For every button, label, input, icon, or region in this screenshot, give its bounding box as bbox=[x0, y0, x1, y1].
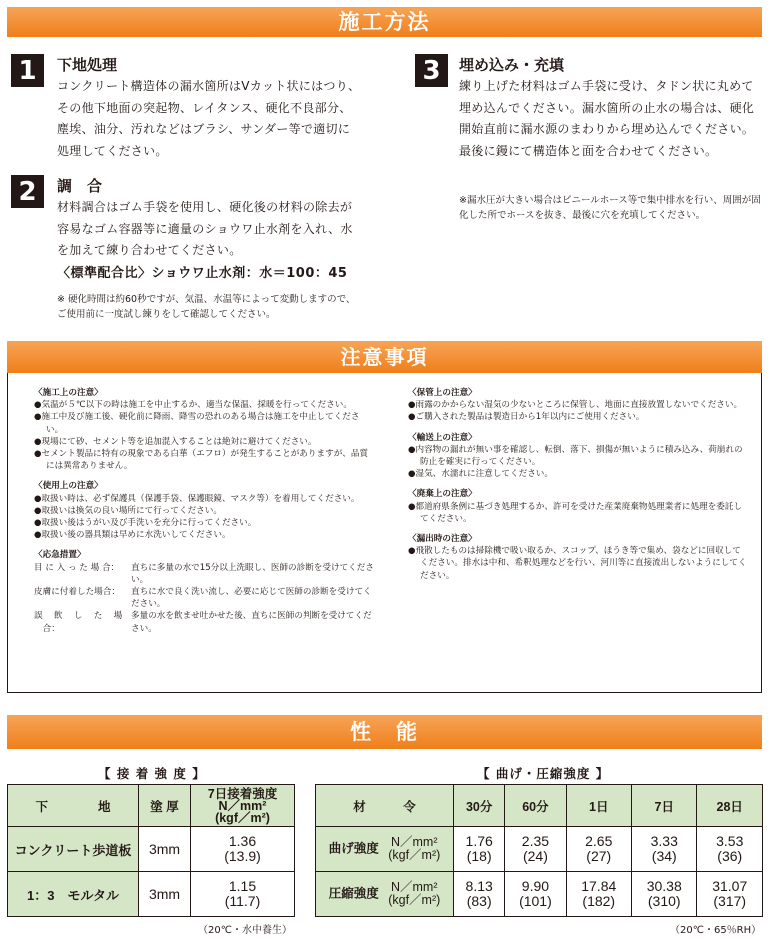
table-cell bbox=[566, 827, 631, 872]
column-header-age-2: 60分 bbox=[505, 785, 566, 827]
row-header: コンクリート歩道板 bbox=[8, 827, 139, 872]
list-item: ●気温が５℃以下の時は施工を中止するか、適当な保温、採暖を行ってください。 bbox=[34, 400, 352, 411]
column-header-age-1: 30分 bbox=[454, 785, 505, 827]
first-aid-action: 多量の水を飲ませ吐かせた後、直ちに医師の判断を受けてください。 bbox=[131, 611, 372, 634]
table-row bbox=[8, 827, 295, 872]
storage-caution-heading: 〈保管上の注意〉 bbox=[408, 388, 477, 398]
adhesion-condition: （20℃・水中養生） bbox=[198, 925, 292, 936]
unit-label: N／mm² bbox=[390, 835, 438, 849]
cell-value: 9.90 bbox=[521, 878, 550, 894]
cell-value: 2.35 bbox=[521, 833, 550, 849]
cell-subvalue: (36) bbox=[717, 848, 743, 864]
row-header bbox=[316, 872, 454, 917]
step-1-body: コンクリート構造体の漏水箇所はVカット状にはつり、その他下地面の突起物、レイタンス、硬化不良部分、塵埃、油分、汚れなどはブラシ、サンダー等で適切に処理してください。 bbox=[57, 79, 361, 158]
adhesion-table-title: 【 接 着 強 度 】 bbox=[98, 766, 206, 781]
step-1-title: 下地処理 bbox=[57, 56, 118, 74]
transport-caution-heading: 〈輸送上の注意〉 bbox=[408, 432, 477, 443]
table-row bbox=[8, 872, 295, 917]
first-aid-row bbox=[34, 610, 374, 634]
list-item: ●ご購入された製品は製造日から1年以内にご使用ください。 bbox=[408, 412, 645, 423]
table-row bbox=[316, 872, 763, 917]
row-label: 圧縮強度 bbox=[328, 886, 379, 901]
caution-right-column bbox=[408, 387, 748, 582]
table-cell: 3mm bbox=[139, 872, 191, 917]
table-cell bbox=[454, 872, 505, 917]
cell-value: 3.53 bbox=[716, 833, 744, 849]
list-item: ●雨露のかからない湿気の少ないところに保管し、地面に直接放置しないでください。 bbox=[408, 400, 743, 411]
adhesion-header-label: 7日接着強度 bbox=[207, 786, 278, 801]
unit-label-kgf: (kgf／m²) bbox=[388, 893, 441, 907]
list-item: ●施工中及び施工後、硬化前に降雨、降雪の恐れのある場合は施工を中止してください。 bbox=[34, 412, 360, 435]
cell-subvalue: (34) bbox=[651, 848, 677, 864]
caution-panel bbox=[7, 341, 762, 693]
cell-subvalue: (310) bbox=[647, 893, 681, 909]
table-cell bbox=[566, 872, 631, 917]
row-header: 1：3 モルタル bbox=[8, 872, 139, 917]
first-aid-heading: 〈応急措置〉 bbox=[34, 550, 86, 561]
list-item: ●取扱い後の器具類は早めに水洗いしてください。 bbox=[34, 530, 231, 541]
column-header-age: 材 令 bbox=[316, 785, 454, 827]
caution-banner: 注意事項 bbox=[7, 341, 762, 373]
list-item: ●現場にて砂、セメント等を追加混入することは絶対に避けてください。 bbox=[34, 436, 317, 447]
usage-caution-heading: 〈使用上の注意〉 bbox=[34, 481, 103, 492]
cell-subvalue: (27) bbox=[586, 848, 612, 864]
cell-subvalue: (101) bbox=[519, 893, 552, 909]
first-aid-case: 目 に 入 っ た 場 合： bbox=[34, 562, 120, 573]
caution-left-column bbox=[34, 387, 374, 635]
cell-value: 8.13 bbox=[465, 878, 493, 894]
table-cell bbox=[632, 827, 697, 872]
table-cell bbox=[191, 872, 295, 917]
table-cell bbox=[505, 872, 566, 917]
list-item: ●取扱い後はうがい及び手洗いを充分に行ってください。 bbox=[34, 518, 257, 529]
unit-label-kgf: (kgf／m²) bbox=[388, 848, 441, 862]
cell-subvalue: (182) bbox=[582, 893, 616, 909]
table-cell bbox=[505, 827, 566, 872]
cell-subvalue: (13.9) bbox=[224, 848, 261, 864]
strength-table bbox=[315, 784, 763, 917]
cell-value: 2.65 bbox=[585, 833, 613, 849]
step-2-note: ※ 硬化時間は約60秒ですが、気温、水温等によって変動しますので、ご使用前に一度試し練りをして確認してください。 bbox=[57, 294, 356, 320]
cell-value: 30.38 bbox=[646, 878, 682, 894]
step-number-2: 2 bbox=[11, 175, 44, 208]
step-3-title: 埋め込み・充填 bbox=[459, 56, 565, 74]
table-cell bbox=[697, 872, 763, 917]
cell-value: 3.33 bbox=[650, 833, 678, 849]
list-item: ●セメント製品に特有の現象である白華（エフロ）が発生することがありますが、品質には異常ありません。 bbox=[34, 449, 369, 472]
strength-condition: （20℃・65％RH） bbox=[670, 925, 762, 936]
standard-ratio: 〈標準配合比〉ショウワ止水剤：水＝100：45 bbox=[57, 266, 348, 281]
cell-value: 17.84 bbox=[581, 878, 617, 894]
cell-value: 1.15 bbox=[228, 878, 257, 894]
unit-block bbox=[388, 881, 440, 907]
step-2-body: 材料調合はゴム手袋を使用し、硬化後の材料の除去が容易なゴム容器等に適量のショウワ止水剤を入れ、水を加えて練り合わせてください。 bbox=[57, 200, 353, 257]
unit-label-kgf: (kgf／m²) bbox=[215, 810, 270, 825]
cell-subvalue: (83) bbox=[466, 893, 492, 909]
list-item: ●飛散したものは掃除機で吸い取るか、スコップ、ほうき等で集め、袋などに回収してください。排水は中和、希釈処理などを行い、河川等に直接流出しないようにしてください。 bbox=[408, 546, 747, 581]
row-header bbox=[316, 827, 454, 872]
column-header-adhesion bbox=[191, 785, 295, 827]
unit-label: N／mm² bbox=[218, 798, 267, 813]
list-item: ●湿気、水濡れに注意してください。 bbox=[408, 469, 553, 480]
list-item: ●都道府県条例に基づき処理するか、許可を受けた産業廃棄物処理業者に処理を委託してください。 bbox=[408, 501, 743, 524]
unit-label: N／mm² bbox=[390, 880, 438, 894]
column-header-thickness: 塗 厚 bbox=[139, 785, 191, 827]
step-2-title: 調 合 bbox=[57, 177, 103, 195]
performance-banner: 性 能 bbox=[7, 715, 762, 749]
cell-value: 1.36 bbox=[228, 833, 257, 849]
row-label: 曲げ強度 bbox=[328, 841, 379, 856]
construction-caution-heading: 〈施工上の注意〉 bbox=[34, 388, 103, 398]
column-header-age-5: 28日 bbox=[697, 785, 763, 827]
unit-block bbox=[388, 836, 440, 862]
cell-value: 31.07 bbox=[712, 878, 748, 894]
step-number-1: 1 bbox=[11, 54, 44, 87]
list-item: ●取扱い時は、必ず保護具（保護手袋、保護眼鏡、マスク等）を着用してください。 bbox=[34, 493, 360, 504]
cell-subvalue: (18) bbox=[466, 848, 492, 864]
column-header-age-3: 1日 bbox=[566, 785, 631, 827]
table-cell bbox=[697, 827, 763, 872]
cell-value: 1.76 bbox=[465, 833, 493, 849]
disposal-caution-heading: 〈廃棄上の注意〉 bbox=[408, 489, 477, 500]
spill-caution-heading: 〈漏出時の注意〉 bbox=[408, 534, 477, 545]
step-3-note: ※漏水圧が大きい場合はビニールホース等で集中排水を行い、周囲が固化した所でホースを抜き、最後に穴を充填してください。 bbox=[459, 195, 761, 221]
list-item: ●取扱いは換気の良い場所にて行ってください。 bbox=[34, 505, 222, 516]
first-aid-row bbox=[34, 586, 374, 610]
table-row bbox=[316, 827, 763, 872]
column-header-age-4: 7日 bbox=[632, 785, 697, 827]
list-item: ●内容物の漏れが無い事を確認し、転倒、落下、損傷が無いように積み込み、荷崩れの防止を確実に行ってください。 bbox=[408, 444, 743, 468]
adhesion-table bbox=[7, 784, 295, 917]
cell-subvalue: (11.7) bbox=[224, 893, 261, 909]
table-cell bbox=[454, 827, 505, 872]
strength-table-title: 【 曲げ・圧縮強度 】 bbox=[477, 766, 610, 781]
first-aid-action: 直ちに多量の水で15分以上洗眼し、医師の診断を受けてください。 bbox=[131, 562, 374, 585]
step-number-3: 3 bbox=[415, 54, 448, 87]
cell-subvalue: (317) bbox=[713, 893, 747, 909]
table-cell: 3mm bbox=[139, 827, 191, 872]
step-3-body: 練り上げた材料はゴム手袋に受け、タドン状に丸めて埋め込んでください。漏水箇所の止水の場合は、硬化開始直前に漏水源のまわりから埋め込んでください。最後に鏝にて構造体と面を合わせてください。 bbox=[459, 79, 755, 158]
first-aid-case: 誤 飲 し た 場 合： bbox=[34, 611, 123, 634]
first-aid-action: 直ちに水で良く洗い流し、必要に応じて医師の診断を受けてください。 bbox=[131, 587, 372, 610]
first-aid-case: 皮膚に付着した場合： bbox=[34, 587, 120, 598]
cell-subvalue: (24) bbox=[522, 848, 548, 864]
table-cell bbox=[191, 827, 295, 872]
table-cell bbox=[632, 872, 697, 917]
construction-method-banner: 施工方法 bbox=[7, 7, 762, 37]
column-header-base: 下 地 bbox=[8, 785, 139, 827]
first-aid-row bbox=[34, 562, 374, 586]
